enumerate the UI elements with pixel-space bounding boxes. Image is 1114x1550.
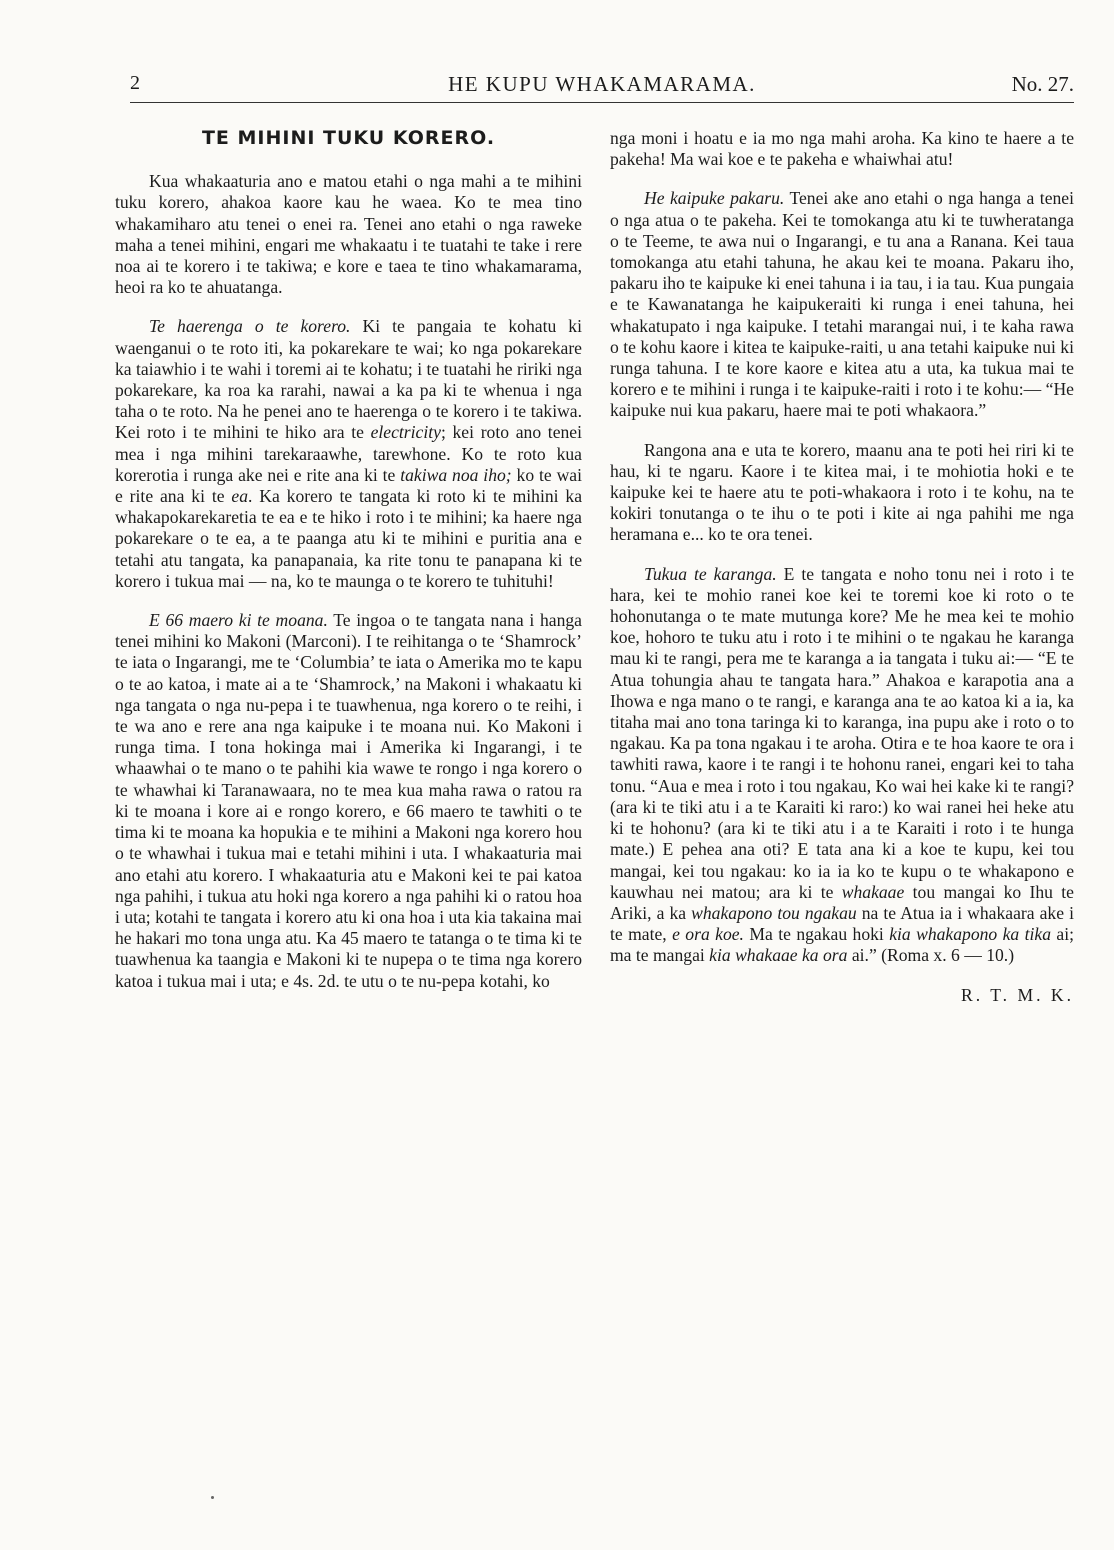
italic-term: electricity xyxy=(370,422,441,443)
paragraph-haerenga xyxy=(115,316,582,592)
paragraph-maero xyxy=(115,610,582,992)
paragraph-text: ai; ma te mangai xyxy=(610,924,1074,966)
paragraph-text: ai.” (Roma x. 6 — 10.) xyxy=(847,945,1015,966)
italic-term: kia whakaae ka ora xyxy=(709,945,848,966)
italic-term: ea xyxy=(231,486,249,507)
paragraph-text: Ma te ngakau hoki xyxy=(743,924,890,945)
paragraph-text: Rangona ana e uta te korero, maanu ana te poti hei riri ki te hau, ki te ngaru. Kaore i te kitea mai, i te mohiotia hoki e te kaipuke kei te haere atu te poti-whakaora i roto i te kohu, na te kokiri tonutanga o te ihu o te poti i kite ai nga pahihi me nga heramana e... ko te ora tenei. xyxy=(610,439,1074,545)
signature: R. T. M. K. xyxy=(961,984,1074,1005)
section-heading: He kaipuke pakaru. xyxy=(644,188,785,209)
paragraph-text: tou mangai ko Ihu te Ariki, a ka xyxy=(610,881,1074,923)
print-speck xyxy=(211,1496,214,1499)
running-title: HE KUPU WHAKAMARAMA. xyxy=(448,72,756,96)
italic-term: whakaae xyxy=(841,881,905,902)
italic-term: e ora koe. xyxy=(672,924,744,945)
paragraph-text: E te tangata e noho tonu nei i roto i te hara, kei te mohio ranei koe kei te toremi koe ki roto o te hohonutanga o te mate mutunga kore? Me he mea kei te mohio koe, hohoro te tuku atu i roto i te mihini o te ngakau he karanga mau ki te rangi, pera me te karanga a ia tangata i tuku ai:— “E te Atua tohungia ahau te tangata hara.” Ahakoa e karapotia ana a Ihowa e nga mano o te rangi, e karanga ana te ao katoa ki a ia, ka titaha mai ano tona taringa ki to karanga, ina pupu ake i roto o to ngakau. Ka pa tona ngakau i te aroha. Otira e te hoa kaore te ora i tawhiti rawa, kaore i te rangi i te hohonu ranei, engari kei to taha tonu. “Aua e mea i roto i tou ngakau, Ko wai hei kake ki te rangi? (ara ki te tiki atu i a te Karaiti ki raro:) ko wai ranei hei heke atu ki te hohonu? (ara ki te tiki atu i a te Karaiti i roto i te hunga mate.) E pehea ana oti? E tata ana ki a koe te kupu, kei tou mangai, kei tou ngakau: ko ia ia ko te kupu o te whakapono e kauwhau nei matou; ara ki te xyxy=(610,563,1074,902)
section-heading: Te haerenga o te korero. xyxy=(149,316,351,337)
paragraph-text: Tenei ake ano etahi o nga hanga a tenei o nga atua o te pakeha. Kei te tomokanga atu ki te tuwheratanga o te Teeme, te awa nui o Ingarangi, e tu ana a Ranana. Kei taua tomokanga atu etahi tahuna, he akau kei te moana. Pakaru iho, pakaru iho te kaipuke ki enei tahuna i ia tau, i ia tau. Kua pungaia e te Kawanatanga he kaipukeraiti ki runga i enei tahuna, hei whakatupato i nga kaipuke. I tetahi marangai nui, i te kaha rawa o te kohu kaore i kitea te kaipuke-raiti, u ana tetahi kaipuke nui ki runga tahuna. I te kore kaore e kitea atu a uta, ka tukua mai te korero e te mihini i runga i te kaipuke-raiti i roto i te kohu:— “He kaipuke nui kua pakaru, haere mai te poti whakaora.” xyxy=(610,188,1074,421)
paragraph-text: . Ka korero te tangata ki roto ki te mihini ka whakapokarekaretia te ea e te hiko i roto i te mihini; ka haere nga pokarekare o te ea, a te paanga atu ki te mihini e puritia ana e tetahi atu tangata, ka panapanaia, ka rite tonu te panapana ki te korero i tukua mai — na, ko te maunga o te korero te tuhituhi! xyxy=(115,486,582,591)
left-column xyxy=(115,124,582,1010)
paragraph-intro xyxy=(115,171,582,298)
article-title: TE MIHINI TUKU KORERO. xyxy=(201,127,496,149)
issue-number: No. 27. xyxy=(1011,72,1074,96)
section-heading: E 66 maero ki te moana. xyxy=(149,610,328,631)
paragraph-text: nga moni i hoatu e ia mo nga mahi aroha. Ka kino te haere a te pakeha! Ma wai koe e te pakeha e whaiwhai atu! xyxy=(610,128,1074,170)
paragraph-karanga xyxy=(610,564,1074,967)
right-column xyxy=(610,128,1074,1006)
page-number: 2 xyxy=(130,72,140,94)
paragraph-kaipuke xyxy=(610,188,1074,421)
italic-term: takiwa noa iho; xyxy=(400,464,512,485)
paragraph-text: na te Atua ia i whakaara ake i te mate, xyxy=(610,902,1074,945)
italic-term: kia whakapono ka tika xyxy=(889,924,1052,945)
paragraph-text: ; kei roto ano tenei mea i nga mihini tarekaraawhe, tarewhone. Ko te roto kua korerotia i runga ake nei e rite ana ki te xyxy=(115,422,582,485)
paragraph-text: ko te wai e rite ana ki te xyxy=(115,464,582,507)
paragraph-text: Kua whakaaturia ano e matou etahi o nga mahi a te mihini tuku korero, ahakoa kaore kau he waea. Ko te mea tino whakamiharo atu tenei o enei ra. Tenei ano etahi o nga raweke maha a tenei mihini, engari me whakaatu i te tuatahi te take i rere noa ai te korero i te takiwa; e kore e taea te tino whakamarama, heoi ra ko te ahuatanga. xyxy=(115,171,582,298)
italic-term: whakapono tou ngakau xyxy=(691,902,857,923)
paragraph-text: Te ingoa o te tangata nana i hanga tenei mihini ko Makoni (Marconi). I te reihitanga o te ‘Shamrock’ te iata o Ingarangi, me te ‘Columbia’ te iata o Amerika mo te kapu o te ao katoa, i mate ai a te ‘Shamrock,’ na Makoni i whakaatu ki nga tangata o nga nu-pepa i te tuawhenua, nga korero o te reihi, i te wa ano e rere ana nga kaipuke i te moana nui. Ko Makoni i runga tima. I tona hokinga mai i Amerika ki Ingarangi, i te whaawhai o te mano o te pahihi kia wawe te rongo i nga korero o te whawhai ki Taranawaara, no te mea kua maha rawa o ratou ra ki te moana i kore ai e rongo korero, e 66 maero te tawhiti o te tima ki te moana ka hopukia e te mihini a Makoni nga korero hou o te whawhai i tukua mai e tetahi mihini i uta. I whakaaturia mai ano etahi atu korero. I whakaaturia atu e Makoni kei te pai katoa nga pahihi, i tukua atu hoki nga korero a nga pahihi ki o ratou hoa i uta; kotahi te tangata i korero atu ki ona hoa i uta kia takaina mai he hakari mo tona unga atu. Ka 45 maero te tatanga o te tima ki te tuawhenua ka taangia e Makoni ki te nupepa o te tima nga korero katoa i tukua mai i uta; e 4s. 2d. te utu o te nu-pepa kotahi, ko xyxy=(115,610,582,991)
paragraph-text: Ki te pangaia te kohatu ki waenganui o te roto iti, ka pokarekare te wai; ko nga pokarekare ka taiawhio i te wahi i toremi ai te kohatu; i te tuatahi he ririki nga pokarekare, ka roa ka rarahi, nawai a ka pa ki te whenua i nga taha o te roto. Na he penei ano te haerenga o te korero i te takiwa. Kei roto i te mihini te hiko ara te xyxy=(115,316,582,443)
paragraph-rangona xyxy=(610,440,1074,546)
section-heading: Tukua te karanga. xyxy=(644,563,777,584)
paragraph-continued xyxy=(610,128,1074,170)
running-header xyxy=(130,72,1074,103)
